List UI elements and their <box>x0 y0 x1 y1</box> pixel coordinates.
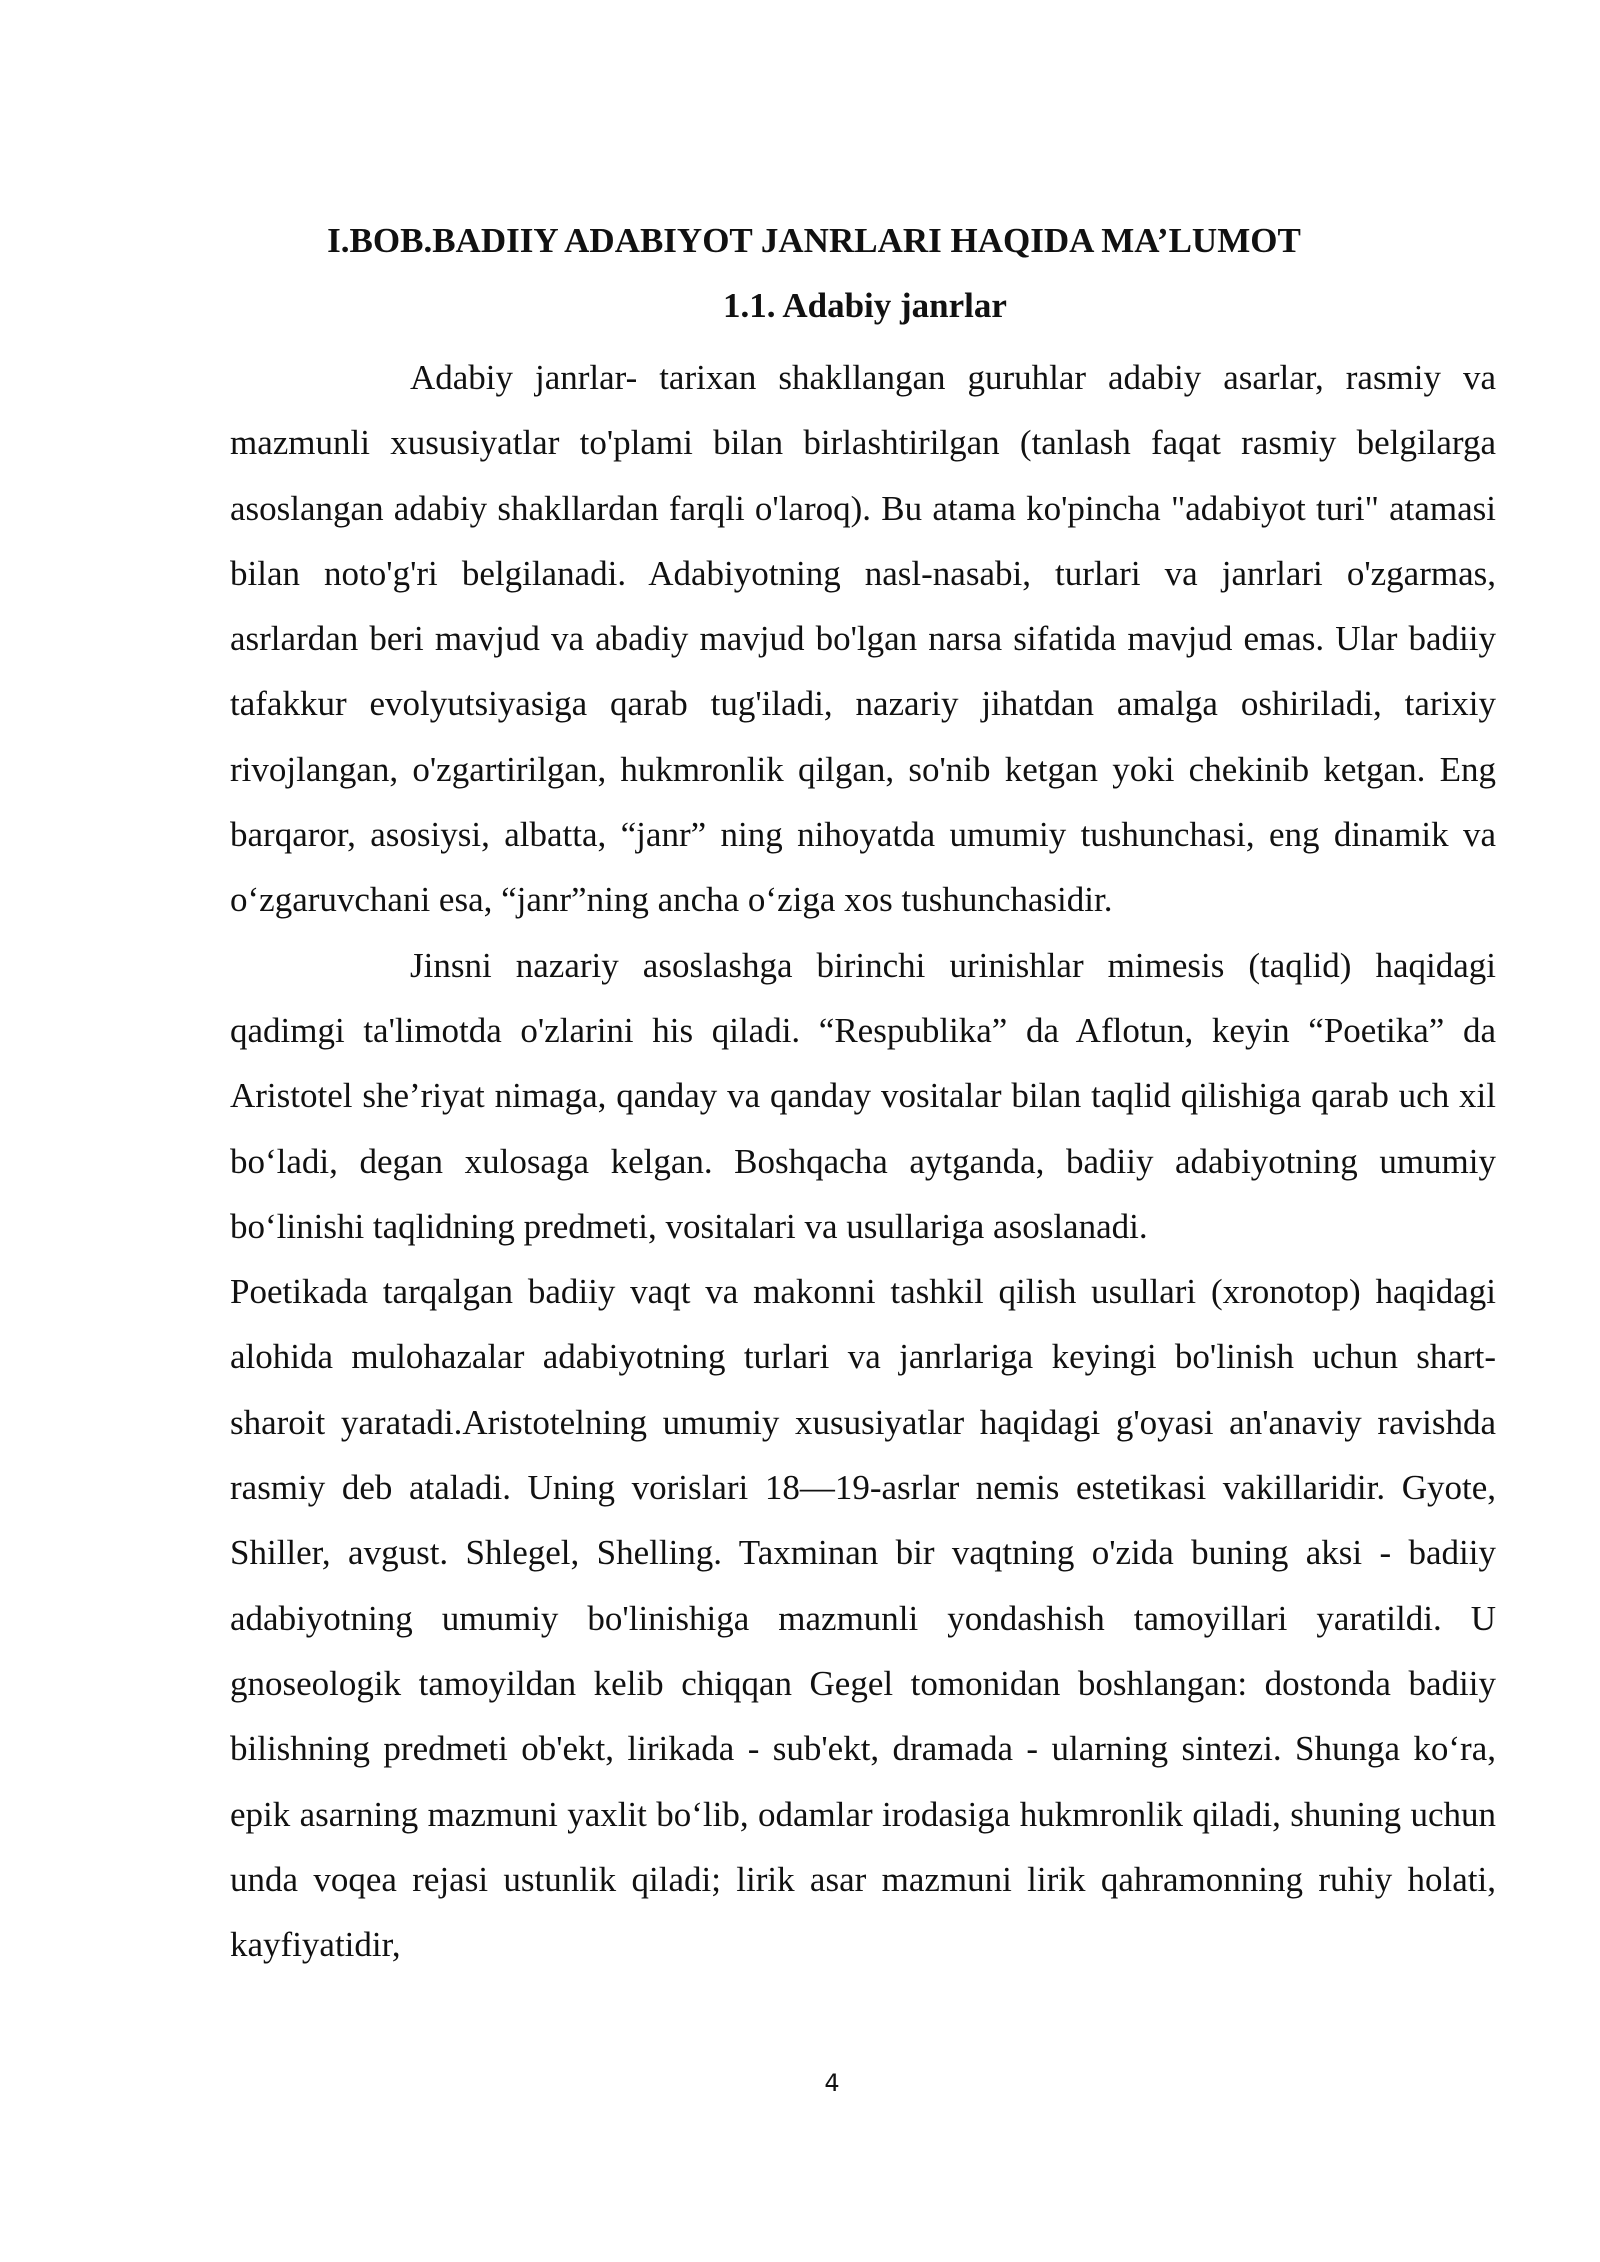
section-title: 1.1. Adabiy janrlar <box>723 286 1007 325</box>
paragraph-2: Jinsni nazariy asoslashga birinchi urinishlar mimesis (taqlid) haqidagi qadimgi ta'limotda o'zlarini his qiladi. “Respublika” da Aflotun, keyin “Poetika” da Aristotel she’riyat nimaga, qanday va qanday vositalar bilan taqlid qilishiga qarab uch xil bo‘ladi, degan xulosaga kelgan. Boshqacha aytganda, badiiy adabiyotning umumiy bo‘linishi taqlidning predmeti, vositalari va usullariga asoslanadi. <box>230 945 1496 1246</box>
page-number: 4 <box>824 2069 840 2097</box>
chapter-title: I.BOB.BADIIY ADABIYOT JANRLARI HAQIDA MA’LUMOT <box>327 221 1301 260</box>
body-text <box>230 345 1496 1977</box>
paragraph-3: Poetikada tarqalgan badiiy vaqt va makonni tashkil qilish usullari (xronotop) haqidagi alohida mulohazalar adabiyotning turlari va janrlariga keyingi bo'linish uchun shart-sharoit yaratadi.Aristotelning umumiy xususiyatlar haqidagi g'oyasi an'anaviy ravishda rasmiy deb ataladi. Uning vorislari 18—19-asrlar nemis estetikasi vakillaridir. Gyote, Shiller, avgust. Shlegel, Shelling. Taxminan bir vaqtning o'zida buning aksi - badiiy adabiyotning umumiy bo'linishiga mazmunli yondashish tamoyillari yaratildi. U gnoseologik tamoyildan kelib chiqqan Gegel tomonidan boshlangan: dostonda badiiy bilishning predmeti ob'ekt, lirikada - sub'ekt, dramada - ularning sintezi. Shunga ko‘ra, epik asarning mazmuni yaxlit bo‘lib, odamlar irodasiga hukmronlik qiladi, shuning uchun unda voqea rejasi ustunlik qiladi; lirik asar mazmuni lirik qahramonning ruhiy holati, kayfiyatidir, <box>230 1272 1496 1965</box>
paragraph-1: Adabiy janrlar- tarixan shakllangan guruhlar adabiy asarlar, rasmiy va mazmunli xususiyatlar to'plami bilan birlashtirilgan (tanlash faqat rasmiy belgilarga asoslangan adabiy shakllardan farqli o'laroq). Bu atama ko'pincha "adabiyot turi" atamasi bilan noto'g'ri belgilanadi. Adabiyotning nasl-nasabi, turlari va janrlari o'zgarmas, asrlardan beri mavjud va abadiy mavjud bo'lgan narsa sifatida mavjud emas. Ular badiiy tafakkur evolyutsiyasiga qarab tug'iladi, nazariy jihatdan amalga oshiriladi, tarixiy rivojlangan, o'zgartirilgan, hukmronlik qilgan, so'nib ketgan yoki chekinib ketgan. Eng barqaror, asosiysi, albatta, “janr” ning nihoyatda umumiy tushunchasi, eng dinamik va o‘zgaruvchani esa, “janr”ning ancha o‘ziga xos tushunchasidir. <box>230 358 1496 920</box>
